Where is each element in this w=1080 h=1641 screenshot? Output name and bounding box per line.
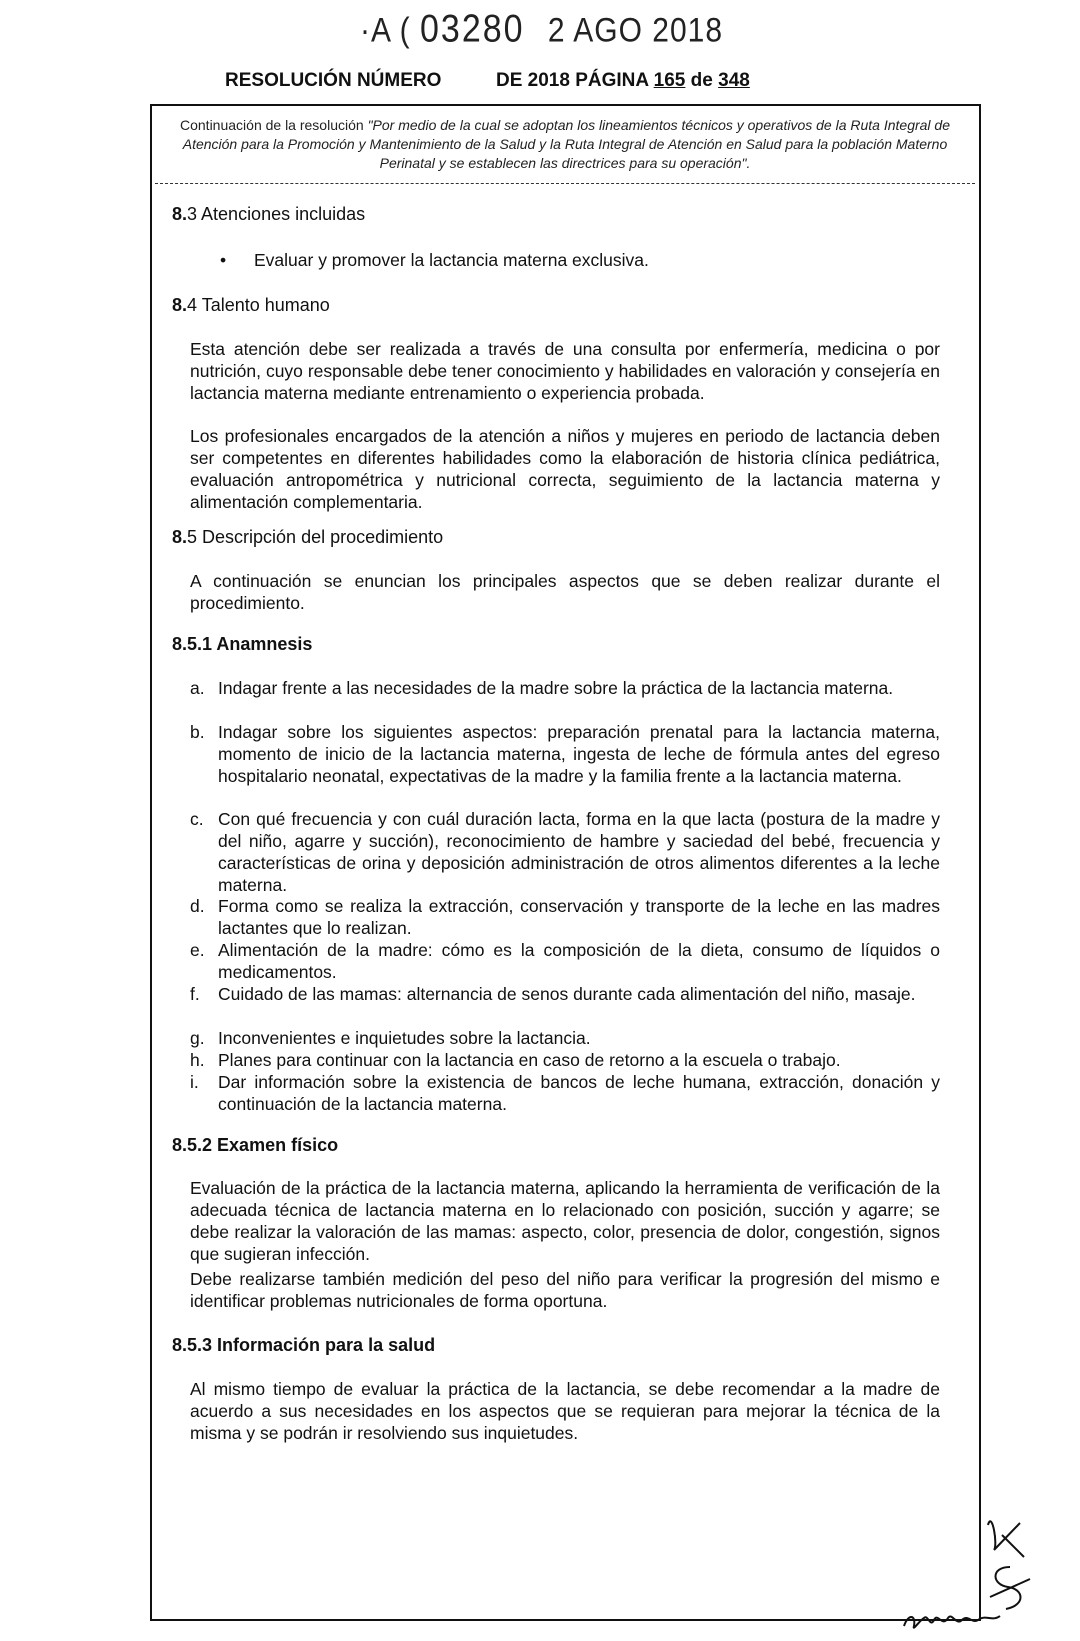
dashed-divider bbox=[155, 183, 975, 184]
bullet-item bbox=[220, 250, 649, 271]
header-prefix: RESOLUCIÓN NÚMERO bbox=[225, 70, 442, 91]
continuation-note bbox=[165, 116, 965, 173]
resolution-stamp bbox=[360, 7, 723, 52]
list-item: i. Dar información sobre la existencia de bancos de leche humana, extracción, donación y continuación de la lactancia materna. bbox=[190, 1072, 940, 1114]
page-header bbox=[225, 70, 750, 92]
section-8-5-2-paragraph-1: Evaluación de la práctica de la lactancia materna, aplicando la herramienta de verificación de la adecuada técnica de lactancia materna en lo relacionado con posición, succión y agarre; se debe realizar la valoración de las mamas: aspecto, color, presencia de dolor, congestión, signos que sugieran infección. bbox=[190, 1178, 940, 1264]
section-8-5-3-paragraph: Al mismo tiempo de evaluar la práctica de la lactancia, se debe recomendar a la madre de acuerdo a sus necesidades en los aspectos que se requieran para mejorar la técnica de la misma y se podrán ir resolviendo sus inquietudes. bbox=[190, 1379, 940, 1443]
continuation-lead: Continuación de la resolución bbox=[180, 117, 368, 133]
list-item: b. Indagar sobre los siguientes aspectos: preparación prenatal para la lactancia materna, momento de inicio de la lactancia materna, ingesta de leche de fórmula antes del egreso hospitalario neonatal, expectativas de la madre y la familia frente a la lactancia materna. bbox=[190, 722, 940, 786]
list-item: a. Indagar frente a las necesidades de la madre sobre la práctica de la lactancia materna. bbox=[190, 678, 894, 698]
stamp-mark: ·A ( bbox=[360, 11, 411, 50]
section-8-5-title: 8.5 Descripción del procedimiento bbox=[172, 527, 444, 547]
section-8-5-3-title: 8.5.3 Información para la salud bbox=[172, 1335, 436, 1355]
section-8-4-title: 8.4 Talento humano bbox=[172, 295, 330, 315]
bullet-dot: • bbox=[220, 250, 227, 270]
list-item: f. Cuidado de las mamas: alternancia de senos durante cada alimentación del niño, masaje. bbox=[190, 984, 916, 1004]
list-item: e. Alimentación de la madre: cómo es la composición de la dieta, consumo de líquidos o medicamentos. bbox=[190, 940, 940, 982]
list-item: c. Con qué frecuencia y con cuál duración lacta, forma en la que lacta (postura de la madre y del niño, agarre y succión), reconocimiento de hambre y saciedad del bebé, frecuencia y características de orina y deposición administración de otros alimentos diferentes a la leche materna. bbox=[190, 809, 940, 895]
section-8-5-paragraph: A continuación se enuncian los principales aspectos que se deben realizar durante el procedimiento. bbox=[190, 571, 940, 613]
section-8-3-title: 8.3 Atenciones incluidas bbox=[172, 204, 366, 224]
section-8-5-1-title: 8.5.1 Anamnesis bbox=[172, 634, 313, 654]
stamp-date: 2 AGO 2018 bbox=[547, 11, 724, 50]
section-8-5-2-paragraph-2: Debe realizarse también medición del peso del niño para verificar la progresión del mismo e identificar problemas nutricionales de forma oportuna. bbox=[190, 1269, 940, 1311]
handwritten-signature bbox=[900, 1600, 1010, 1636]
bullet-text: Evaluar y promover la lactancia materna exclusiva. bbox=[254, 250, 649, 270]
header-middle: DE 2018 PÁGINA bbox=[495, 70, 649, 91]
list-item: h. Planes para continuar con la lactancia en caso de retorno a la escuela o trabajo. bbox=[190, 1050, 841, 1070]
section-8-4-paragraph-1: Esta atención debe ser realizada a través de una consulta por enfermería, medicina o por nutrición, cuyo responsable debe tener conocimiento y habilidades en valoración y consejería en lactancia materna mediante entrenamiento o experiencia probada. bbox=[190, 339, 940, 403]
section-8-5-2-title: 8.5.2 Examen físico bbox=[172, 1135, 339, 1155]
continuation-title: "Por medio de la cual se adoptan los lineamientos técnicos y operativos de la Ruta Integral de Atención para la Promoción y Mantenimiento de la Salud y la Ruta Integral de Atención en Salud para la población Materno Perinatal y se establecen las directrices para su operación". bbox=[182, 117, 950, 171]
stamp-number: 03280 bbox=[420, 7, 525, 51]
list-item: d. Forma como se realiza la extracción, conservación y transporte de la leche en las madres lactantes que lo realizan. bbox=[190, 896, 940, 938]
list-item: g. Inconvenientes e inquietudes sobre la lactancia. bbox=[190, 1028, 591, 1048]
header-total-pages: 348 bbox=[718, 70, 750, 91]
section-8-4-paragraph-2: Los profesionales encargados de la atención a niños y mujeres en periodo de lactancia deben ser competentes en diferentes habilidades como la elaboración de historia clínica pediátrica, evaluación antropométrica y nutricional correcta, seguimiento de la lactancia materna y alimentación complementaria. bbox=[190, 426, 940, 512]
header-of: de bbox=[690, 70, 713, 91]
header-page-number: 165 bbox=[653, 70, 686, 91]
